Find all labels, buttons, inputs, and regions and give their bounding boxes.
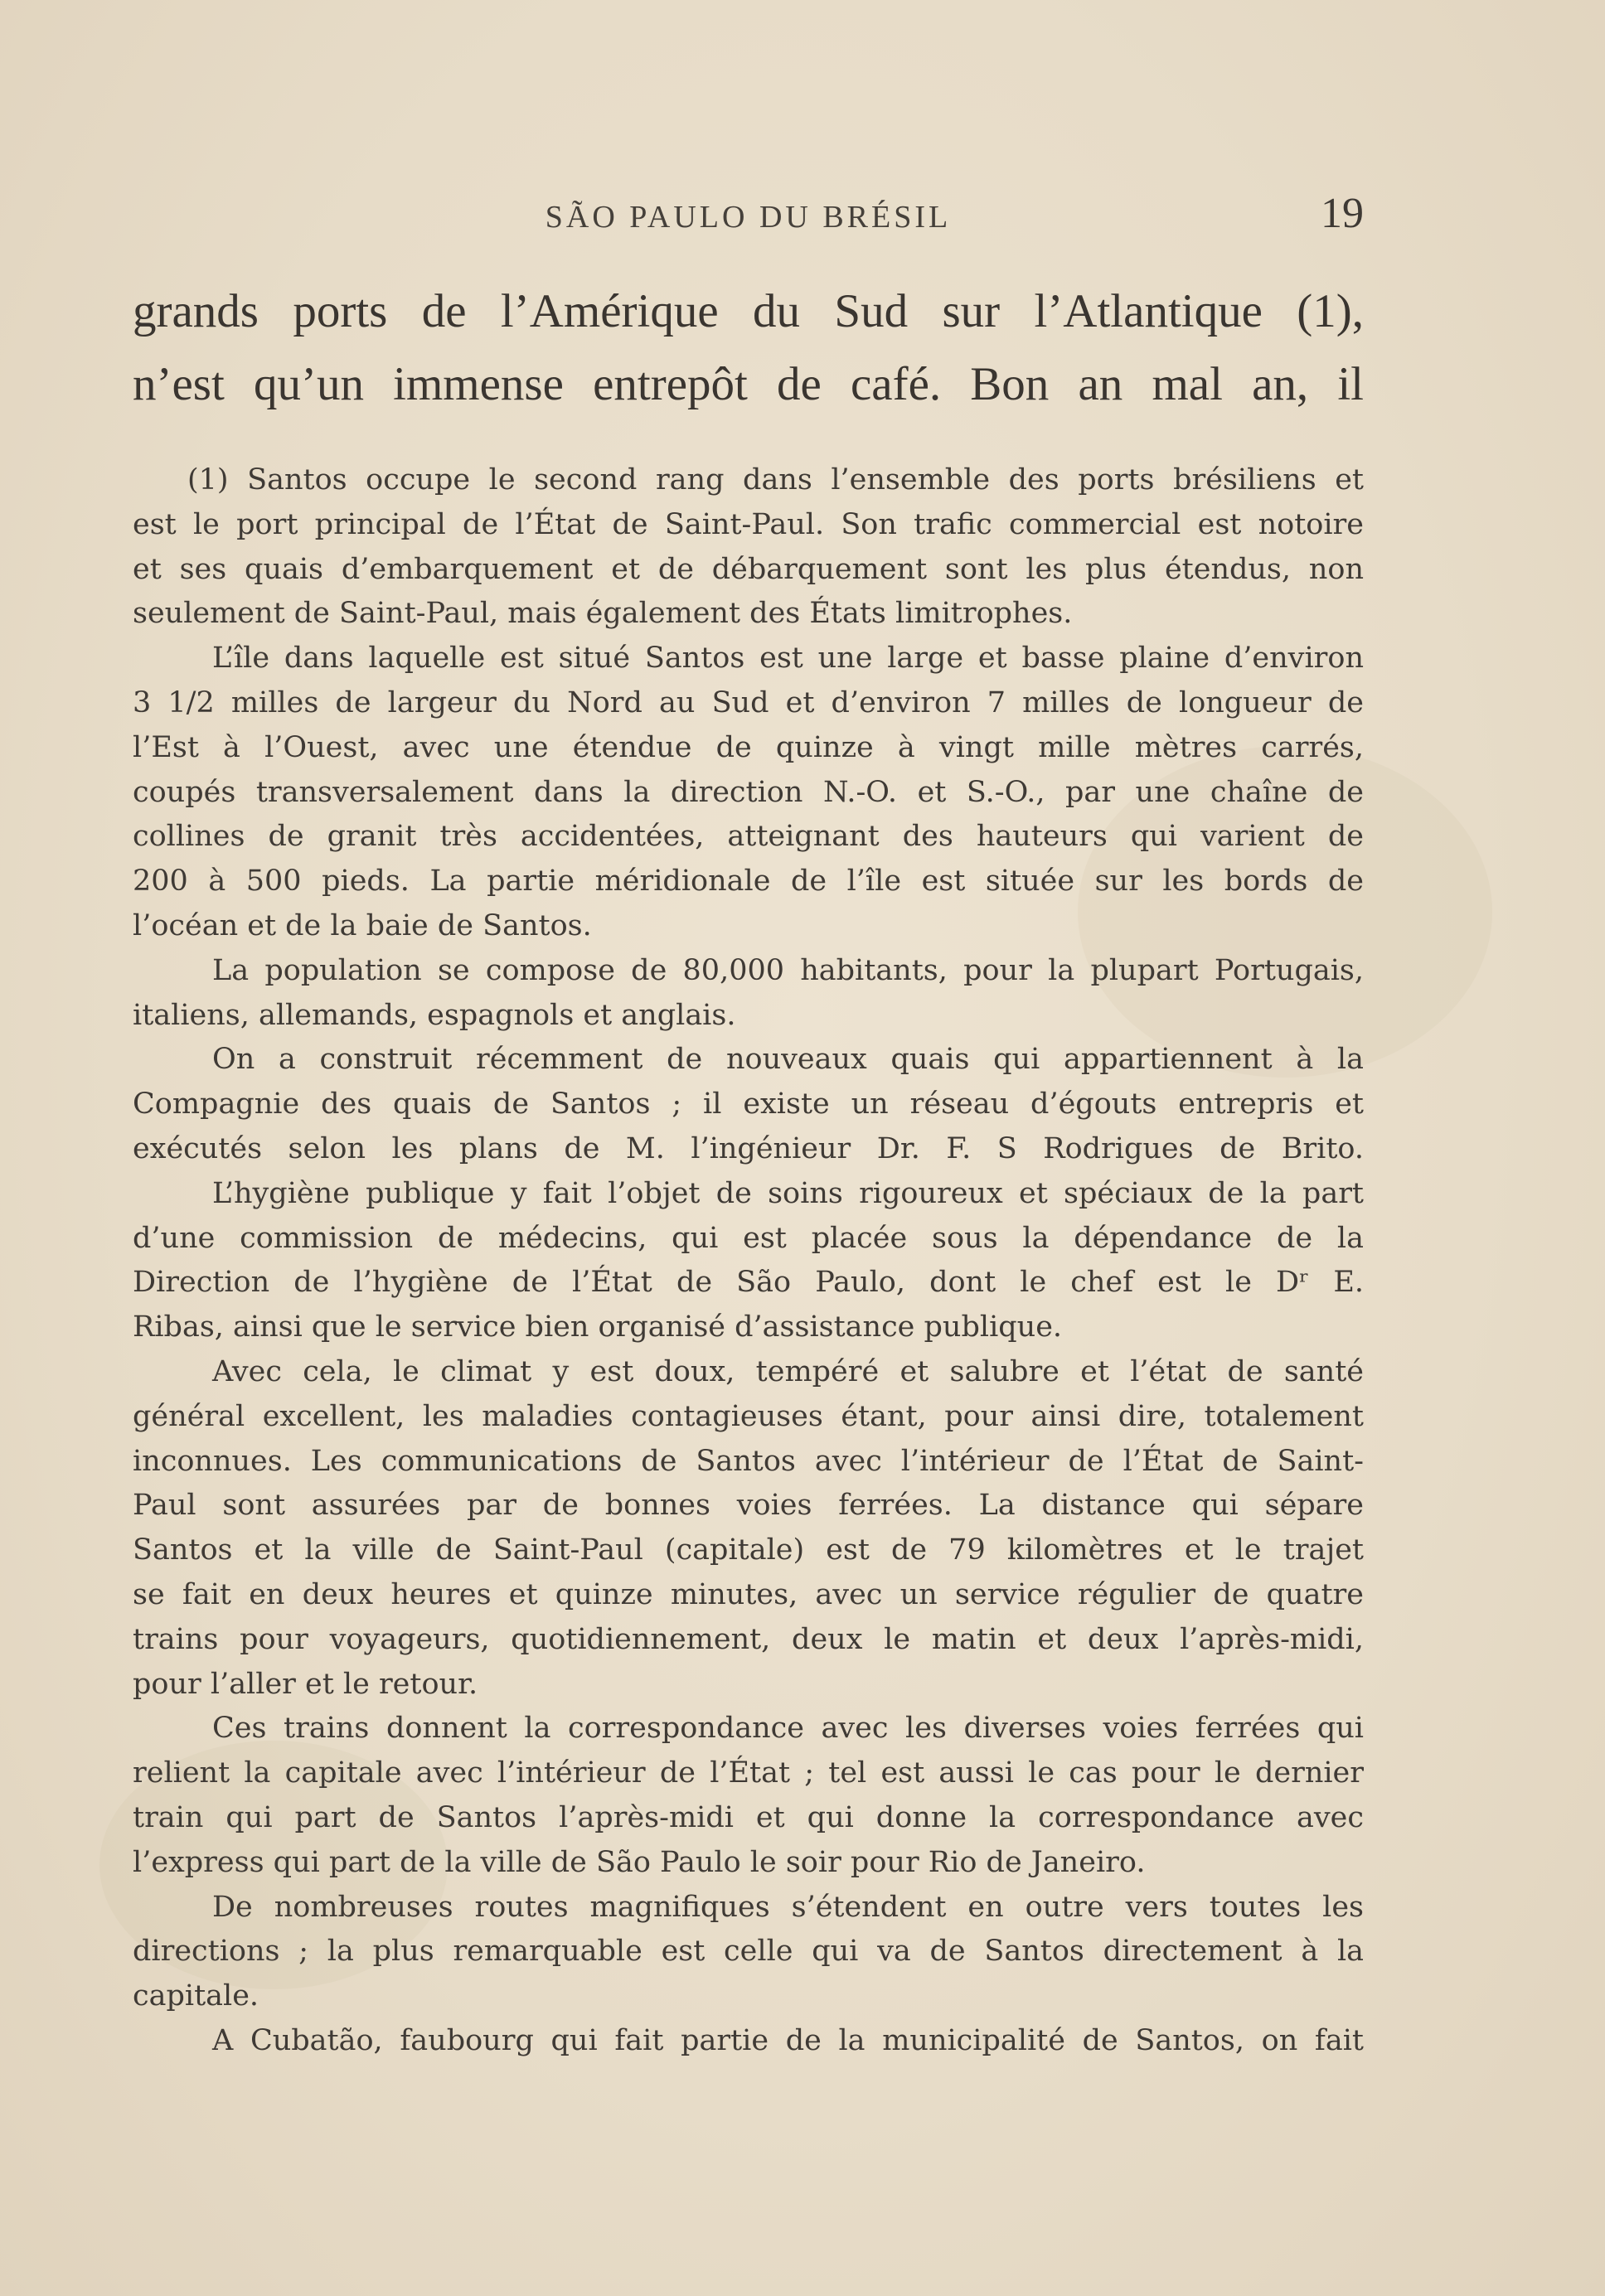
body-line: grands ports de l’Amérique du Sud sur l’Atlantique (1), [133, 285, 1364, 337]
footnote-line: train qui part de Santos l’après-midi et qui donne la correspondance avec [133, 1800, 1364, 1834]
footnote-line: 200 à 500 pieds. La partie méridionale de l’île est située sur les bords de [133, 865, 1364, 899]
footnote-line: d’une commission de médecins, qui est placée sous la dépendance de la [133, 1221, 1364, 1255]
footnote-line: A Cubatão, faubourg qui fait partie de la municipalité de Santos, on fait [212, 2023, 1364, 2057]
footnote-line: directions ; la plus remarquable est celle qui va de Santos directement à la [133, 1935, 1364, 1969]
page-number: 19 [1321, 190, 1364, 237]
footnote-line: l’Est à l’Ouest, avec une étendue de quinze à vingt mille mètres carrés, [133, 730, 1364, 764]
footnote-line: général excellent, les maladies contagieuses étant, pour ainsi dire, totalement [133, 1399, 1364, 1433]
footnote-line: seulement de Saint-Paul, mais également des États limitrophes. [133, 597, 1073, 631]
footnote-line: Ces trains donnent la correspondance avec les diverses voies ferrées qui [212, 1712, 1364, 1746]
footnote-line: relient la capitale avec l’intérieur de l’État ; tel est aussi le cas pour le dernier [133, 1756, 1364, 1790]
footnote-line: Santos et la ville de Saint-Paul (capitale) est de 79 kilomètres et le trajet [133, 1533, 1364, 1567]
footnote-line: est le port principal de l’État de Saint-Paul. Son trafic commercial est notoire [133, 507, 1364, 541]
footnote-line: et ses quais d’embarquement et de débarquement sont les plus étendus, non [133, 552, 1364, 586]
footnote-line: l’express qui part de la ville de São Paulo le soir pour Rio de Janeiro. [133, 1845, 1146, 1879]
footnote-line: se fait en deux heures et quinze minutes, avec un service régulier de quatre [133, 1577, 1364, 1611]
footnote-line: Direction de l’hygiène de l’État de São Paulo, dont le chef est le Dʳ E. [133, 1266, 1364, 1300]
footnote-line: capitale. [133, 1979, 259, 2013]
footnote [133, 458, 1364, 2064]
footnote-line: (1) Santos occupe le second rang dans l’ensemble des ports brésiliens et [187, 463, 1364, 496]
footnote-line: Paul sont assurées par de bonnes voies ferrées. La distance qui sépare [133, 1489, 1364, 1523]
body-line: n’est qu’un immense entrepôt de café. Bon an mal an, il [133, 358, 1364, 410]
footnote-line: italiens, allemands, espagnols et anglais. [133, 998, 736, 1032]
footnote-line: inconnues. Les communications de Santos avec l’intérieur de l’État de Saint- [133, 1444, 1364, 1478]
footnote-line: Avec cela, le climat y est doux, tempéré et salubre et l’état de santé [212, 1354, 1364, 1388]
footnote-line: De nombreuses routes magnifiques s’étendent en outre vers toutes les [212, 1890, 1364, 1924]
footnote-line: 3 1/2 milles de largeur du Nord au Sud et d’environ 7 milles de longueur de [133, 685, 1364, 719]
footnote-line: l’océan et de la baie de Santos. [133, 908, 592, 942]
footnote-line: exécutés selon les plans de M. l’ingénieur Dr. F. S Rodrigues de Brito. [133, 1131, 1364, 1165]
footnote-line: On a construit récemment de nouveaux quais qui appartiennent à la [212, 1043, 1364, 1077]
body-text [133, 275, 1364, 421]
footnote-line: La population se compose de 80,000 habitants, pour la plupart Portugais, [212, 953, 1364, 987]
footnote-line: collines de granit très accidentées, atteignant des hauteurs qui varient de [133, 820, 1364, 854]
footnote-line: pour l’aller et le retour. [133, 1667, 478, 1701]
footnote-line: Compagnie des quais de Santos ; il existe un réseau d’égouts entrepris et [133, 1087, 1364, 1121]
footnote-line: L’hygiène publique y fait l’objet de soins rigoureux et spéciaux de la part [212, 1176, 1364, 1210]
page-header [133, 189, 1364, 247]
footnote-line: coupés transversalement dans la direction N.-O. et S.-O., par une chaîne de [133, 775, 1364, 809]
footnote-line: L’île dans laquelle est situé Santos est une large et basse plaine d’environ [212, 642, 1364, 676]
running-title: SÃO PAULO DU BRÉSIL [545, 200, 952, 235]
footnote-line: Ribas, ainsi que le service bien organisé d’assistance publique. [133, 1310, 1063, 1344]
footnote-line: trains pour voyageurs, quotidiennement, deux le matin et deux l’après-midi, [133, 1622, 1364, 1656]
